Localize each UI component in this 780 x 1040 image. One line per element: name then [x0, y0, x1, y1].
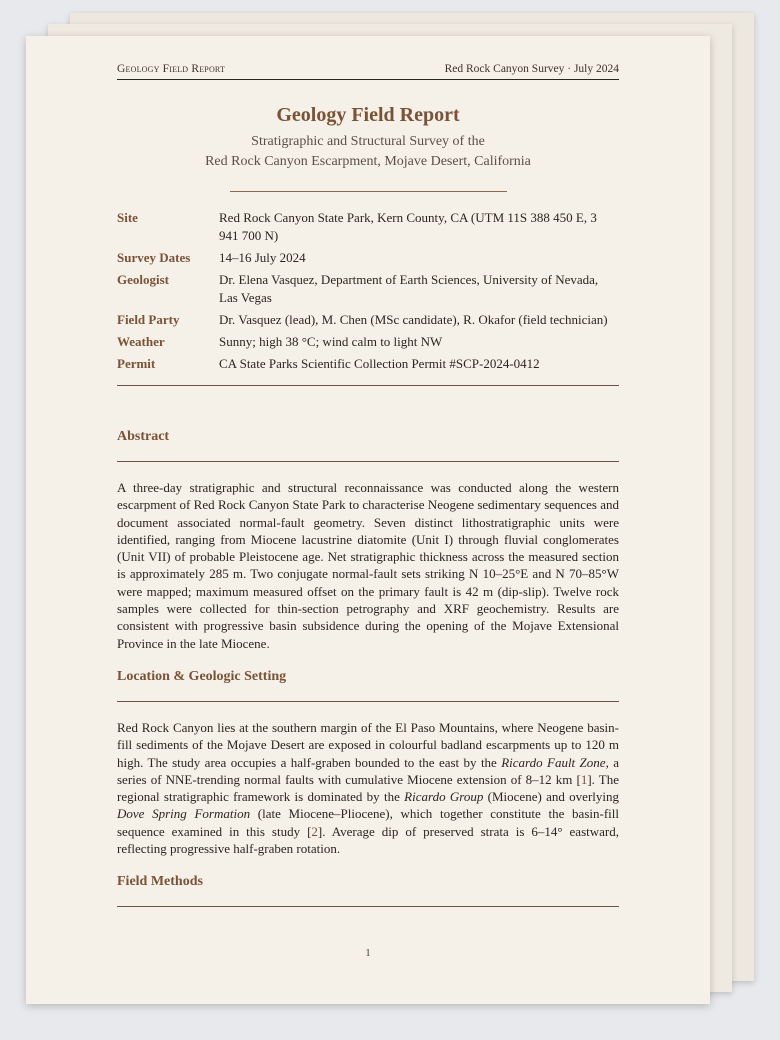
- location-text-part: (late Miocene–Pliocene), which together constitute the basin-fill sequence examined in this study [: [117, 806, 619, 839]
- meta-value: Sunny; high 38 °C; wind calm to light NW: [219, 334, 443, 349]
- location-text-part: , a series of NNE-trending normal faults with cumulative Miocene extension of 8–12 km [: [117, 754, 619, 787]
- meta-value: Dr. Vasquez (lead), M. Chen (MSc candidate), R. Okafor (field technician): [219, 312, 608, 327]
- meta-key: Permit: [117, 356, 156, 371]
- field-methods-heading: Field Methods: [117, 874, 203, 889]
- location-text-part: ]. Average dip of preserved strata is 6–14° eastward, reflecting progressive half-graben rotation.: [117, 823, 619, 857]
- ricardo-group-term: Ricardo Group: [404, 789, 484, 805]
- location-text-part: Red Rock Canyon lies at the southern margin of the El Paso Mountains, where Neogene basin-fill sediments of the Mojave Desert are exposed in colourful badland escarpments up to 120 m high. The study area occupies a half-graben bounded to the east by the: [117, 720, 619, 770]
- abstract-text: A three-day stratigraphic and structural reconnaissance was conducted along the western escarpment of Red Rock Canyon State Park to characterise Neogene sedimentary sequences and document associated normal-fault geometry. Seven distinct lithostratigraphic units were identified, ranging from Miocene lacustrine diatomite (Unit I) through fluvial conglomerates (Unit VII) of probable Pleistocene age. Net stratigraphic thickness across the measured section is approximately 285 m. Two conjugate normal-fault sets striking N 10–25°E and N 70–85°W were mapped; maximum measured offset on the primary fault is 42 m (dip-slip). Twelve rock samples were collected for thin-section petrography and XRF geochemistry. Results are consistent with progressive basin subsidence during the opening of the Mojave Extensional Province in the late Miocene.: [117, 480, 619, 651]
- report-page: [26, 36, 710, 1004]
- meta-row-site: [117, 209, 619, 245]
- location-text: [117, 719, 619, 857]
- location-heading-rule: [117, 701, 619, 702]
- report-subtitle: [117, 132, 619, 172]
- meta-key: Field Party: [117, 312, 180, 327]
- meta-value: Dr. Elena Vasquez, Department of Earth Sciences, University of Nevada, Las Vegas: [219, 272, 599, 305]
- title-divider: [230, 191, 507, 192]
- metadata-table: [117, 209, 619, 377]
- meta-row-survey-dates: [117, 249, 619, 267]
- subtitle-line-2: Red Rock Canyon Escarpment, Mojave Desert, California: [205, 154, 531, 169]
- meta-value: CA State Parks Scientific Collection Permit #SCP-2024-0412: [219, 356, 540, 371]
- abstract-heading-rule: [117, 461, 619, 462]
- meta-key: Survey Dates: [117, 250, 191, 265]
- metadata-divider: [117, 385, 619, 386]
- meta-value: Red Rock Canyon State Park, Kern County, CA (UTM 11S 388 450 E, 3 941 700 N): [219, 210, 597, 243]
- report-title: Geology Field Report: [276, 104, 460, 126]
- location-text-part: ]. The regional stratigraphic framework is dominated by the: [117, 771, 619, 805]
- abstract-heading: Abstract: [117, 429, 170, 444]
- running-header-left: Geology Field Report: [117, 63, 226, 75]
- subtitle-line-1: Stratigraphic and Structural Survey of the: [251, 134, 485, 149]
- running-header: [117, 63, 619, 80]
- meta-key: Weather: [117, 334, 165, 349]
- meta-value: 14–16 July 2024: [219, 250, 306, 265]
- meta-row-geologist: [117, 271, 619, 307]
- meta-row-field-party: [117, 311, 619, 329]
- meta-key: Geologist: [117, 272, 169, 287]
- ricardo-fault-zone-term: Ricardo Fault Zone: [501, 754, 606, 770]
- page-number: 1: [365, 947, 371, 959]
- meta-row-weather: [117, 333, 619, 351]
- citation-link-1[interactable]: 1: [580, 771, 588, 787]
- field-methods-heading-rule: [117, 906, 619, 907]
- citation-link-2[interactable]: 2: [311, 823, 318, 839]
- running-header-right: Red Rock Canyon Survey · July 2024: [444, 63, 619, 75]
- meta-key: Site: [117, 210, 138, 225]
- dove-spring-formation-term: Dove Spring Formation: [117, 806, 251, 822]
- location-heading: Location & Geologic Setting: [117, 669, 287, 684]
- location-text-part: (Miocene) and overlying: [483, 789, 619, 805]
- meta-row-permit: [117, 355, 619, 373]
- title-block: [117, 102, 619, 172]
